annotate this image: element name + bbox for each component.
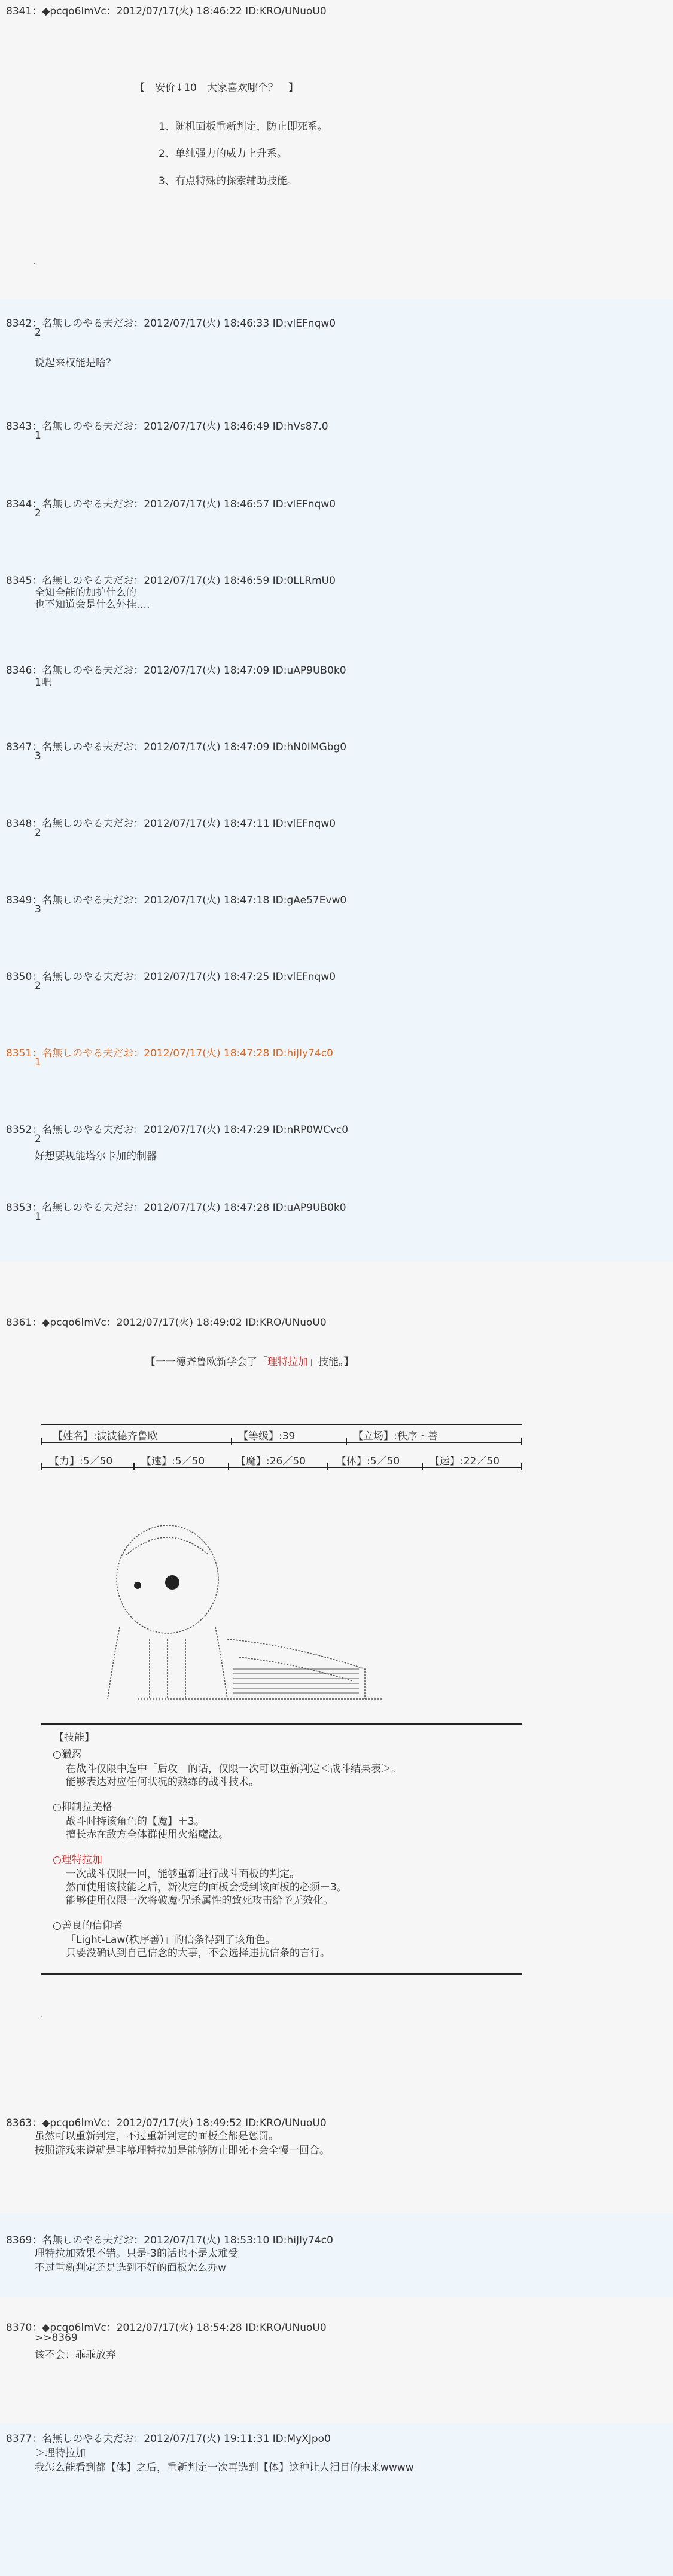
post-line: 3、有点特殊的探索辅助技能。: [159, 175, 297, 187]
post-header: 8363：◆pcqo6lmVc：2012/07/17(火) 18:49:52 ID:KRO/UNuoU0: [6, 2117, 327, 2129]
post-header: 8346：名無しのやる夫だお：2012/07/17(火) 18:47:09 ID:uAP9UB0k0: [6, 665, 346, 677]
reply-anchor-link[interactable]: >>8369: [35, 2332, 78, 2344]
post-line: 【 安价↓10 大家喜欢哪个？ 】: [135, 82, 299, 94]
post-line: 好想要规能塔尔卡加的制器: [35, 1150, 157, 1162]
post-header: 8370：◆pcqo6lmVc：2012/07/17(火) 18:54:28 ID:KRO/UNuoU0: [6, 2322, 327, 2334]
posts-reply-block: [0, 299, 673, 1262]
skill-name: ○抑制拉美格: [53, 1801, 112, 1813]
post-line: 不过重新判定还是选到不好的面板怎么办w: [35, 2262, 226, 2274]
post-line: 说起来权能是啥？: [35, 357, 116, 369]
post-line: 1: [35, 430, 41, 441]
post-line: 我怎么能看到都【体】之后，重新判定一次再选到【体】这种让人泪目的未来wwww: [35, 2462, 414, 2474]
post-line: 2、单纯强力的威力上升系。: [159, 148, 287, 160]
skill-name-highlight: 理特拉加: [267, 1356, 308, 1368]
decorative-dot: .: [41, 2010, 44, 2020]
post-line: 1、随机面板重新判定，防止即死系。: [159, 121, 328, 133]
skills-header: 【技能】: [54, 1732, 95, 1744]
post-8370: [0, 2297, 673, 2423]
post-header: 8342：名無しのやる夫だお：2012/07/17(火) 18:46:33 ID:vlEFnqw0: [6, 318, 336, 330]
post-line: 2: [35, 327, 41, 339]
post-line: 该不会：乖乖放弃: [35, 2349, 116, 2361]
sheet-separator: [41, 1723, 522, 1725]
post-header: 8353：名無しのやる夫だお：2012/07/17(火) 18:47:28 ID:uAP9UB0k0: [6, 1202, 346, 1214]
post-line: 理特拉加效果不错。只是-3的话也不是太难受: [35, 2248, 238, 2260]
post-header: 8345：名無しのやる夫だお：2012/07/17(火) 18:46:59 ID:0LLRmU0: [6, 575, 336, 587]
post-header: 8377：名無しのやる夫だお：2012/07/17(火) 19:11:31 ID:MyXJpo0: [6, 2433, 331, 2445]
skill-name-highlighted: ○理特拉加: [53, 1854, 102, 1866]
skill-desc: 一次战斗仅限一回，能够重新进行战斗面板的判定。: [66, 1868, 300, 1880]
post-header: 8344：名無しのやる夫だお：2012/07/17(火) 18:46:57 ID:vlEFnqw0: [6, 498, 336, 510]
sheet-row-stats: [41, 1450, 522, 1468]
post-line: 2: [35, 980, 41, 992]
post-8341: [0, 0, 673, 299]
stat-strength: 【力】:5／50: [49, 1456, 113, 1467]
post-8377: [0, 2423, 673, 2576]
post-line: 2: [35, 1133, 41, 1145]
post-header: 8347：名無しのやる夫だお：2012/07/17(火) 18:47:09 ID:hN0IMGbg0: [6, 741, 347, 753]
post-header: 8349：名無しのやる夫だお：2012/07/17(火) 18:47:18 ID:gAe57Evw0: [6, 894, 347, 906]
stat-magic: 【魔】:26／50: [236, 1456, 306, 1467]
post-line: 3: [35, 750, 41, 762]
post-header: 8341：◆pcqo6lmVc：2012/07/17(火) 18:46:22 ID:KRO/UNuoU0: [6, 5, 327, 17]
skill-desc: 能够表达对应任何状况的熟练的战斗技术。: [66, 1776, 259, 1788]
post-header: 8361：◆pcqo6lmVc：2012/07/17(火) 18:49:02 ID:KRO/UNuoU0: [6, 1317, 327, 1329]
post-header: 8348：名無しのやる夫だお：2012/07/17(火) 18:47:11 ID:vlEFnqw0: [6, 818, 336, 830]
stat-body: 【体】:5／50: [336, 1456, 400, 1467]
skill-desc: 战斗时持该角色的【魔】＋3。: [66, 1816, 205, 1828]
post-line: 2: [35, 827, 41, 839]
post-line: ＞理特拉加: [35, 2447, 86, 2459]
character-ascii-art: [102, 1520, 425, 1723]
skill-desc: 「Light-Law(秩序善)」的信条得到了该角色。: [66, 1934, 276, 1946]
skill-desc: 能够使用仅限一次将破魔·咒杀属性的致死攻击给予无效化。: [66, 1895, 334, 1907]
post-line: 3: [35, 903, 41, 915]
post-header: 8369：名無しのやる夫だお：2012/07/17(火) 18:53:10 ID:hiJIy74c0: [6, 2234, 333, 2246]
skill-desc: 擅长赤在敌方全体群使用火焰魔法。: [66, 1829, 229, 1841]
skill-learned-announcement: 【一一德齐鲁欧新学会了「理特拉加」技能。】: [145, 1356, 354, 1368]
post-line: 1: [35, 1211, 41, 1223]
post-line: 也不知道会是什么外挂‥‥: [35, 599, 150, 611]
post-line: 2: [35, 507, 41, 519]
post-header: 8343：名無しのやる夫だお：2012/07/17(火) 18:46:49 ID:hVs87.0: [6, 421, 328, 433]
decorative-dot: .: [33, 257, 36, 267]
stat-speed: 【速】:5／50: [141, 1456, 205, 1467]
stat-luck: 【运】:22／50: [430, 1456, 500, 1467]
post-line: 全知全能的加护什么的: [35, 587, 136, 599]
sheet-row-profile: [41, 1425, 522, 1443]
post-header-highlighted: 8351：名無しのやる夫だお：2012/07/17(火) 18:47:28 ID:hiJIy74c0: [6, 1048, 333, 1059]
sheet-level: 【等级】:39: [238, 1430, 296, 1442]
sheet-separator: [41, 1973, 522, 1975]
post-8363: [0, 2100, 673, 2213]
post-line: 1: [35, 1056, 41, 1068]
skill-desc: 然而使用该技能之后，新决定的面板会受到该面板的必须－3。: [66, 1881, 347, 1893]
post-line: 虽然可以重新判定，不过重新判定的面板全都是惩罚。: [35, 2130, 279, 2142]
sheet-stance: 【立场】:秩序・善: [353, 1430, 438, 1442]
skill-desc: 只要没确认到自己信念的大事，不会选择违抗信条的言行。: [66, 1947, 330, 1959]
post-header: 8352：名無しのやる夫だお：2012/07/17(火) 18:47:29 ID:nRP0WCvc0: [6, 1124, 349, 1136]
post-line: 1吧: [35, 677, 51, 689]
skill-name: ○獵忍: [53, 1749, 82, 1761]
sheet-name: 【姓名】:波波德齐鲁欧: [53, 1430, 158, 1442]
skill-desc: 在战斗仅限中选中「后攻」的话，仅限一次可以重新判定＜战斗结果表＞。: [66, 1763, 401, 1775]
post-8369: [0, 2213, 673, 2297]
post-line: 按照游戏来说就是非幕理特拉加是能够防止即死不会全慢一回合。: [35, 2145, 330, 2157]
post-header: 8350：名無しのやる夫だお：2012/07/17(火) 18:47:25 ID:vlEFnqw0: [6, 971, 336, 983]
skill-name: ○善良的信仰者: [53, 1920, 123, 1932]
